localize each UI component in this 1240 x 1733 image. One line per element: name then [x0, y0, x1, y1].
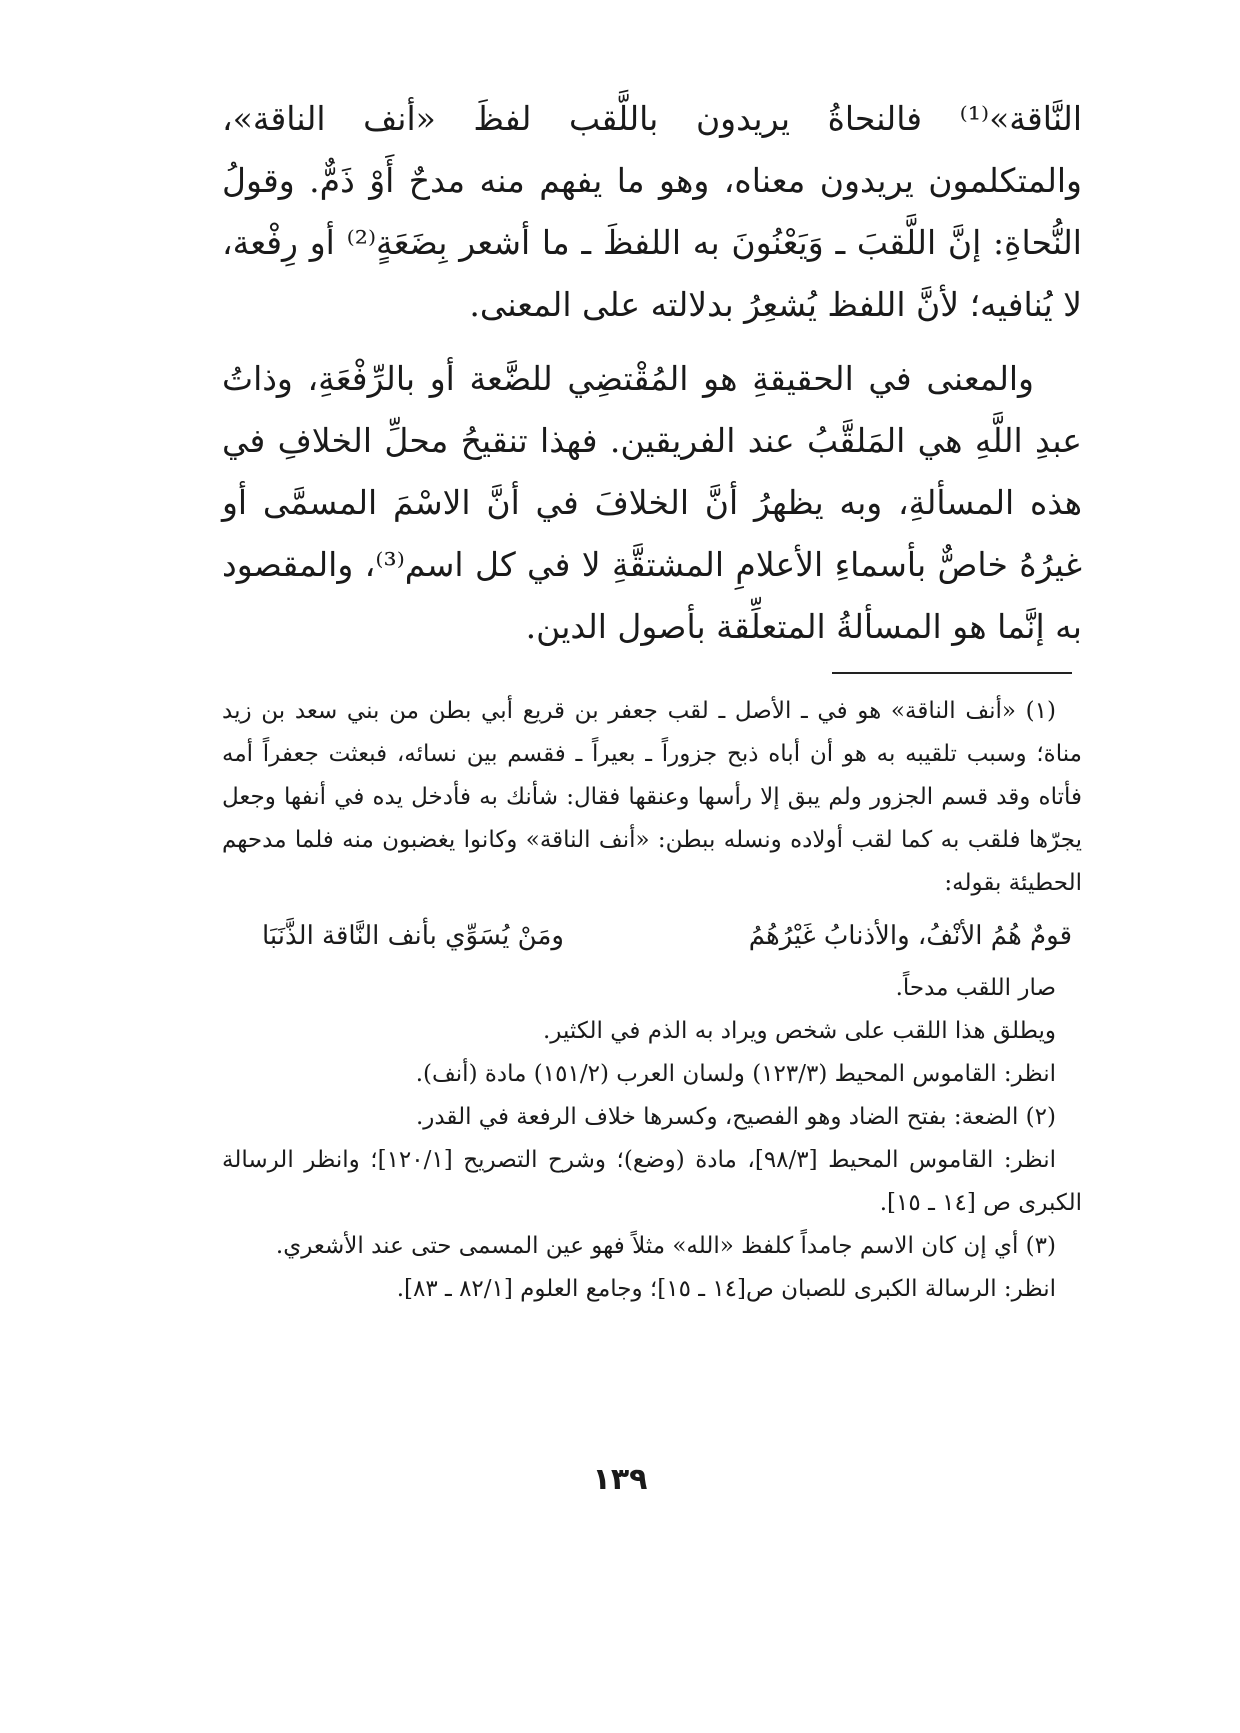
- footnote-1-usage: ويطلق هذا اللقب على شخص ويراد به الذم في الكثير.: [542, 1018, 1056, 1044]
- footnote-1-after-verse: صار اللقب مدحاً.: [895, 975, 1056, 1001]
- footnote-3: (٣) أي إن كان الاسم جامداً كلفظ «الله» مثلاً فهو عين المسمى حتى عند الأشعري.: [275, 1233, 1056, 1259]
- poetry-verse: [222, 905, 1082, 967]
- footnote-separator: [832, 672, 1072, 674]
- verse-first-hemistich: قومٌ هُمُ الأنْفُ، والأذنابُ غَيْرُهُمُ: [748, 921, 1072, 951]
- footnote-3-reference: انظر: الرسالة الكبرى للصبان ص[١٤ ـ ١٥]؛ وجامع العلوم [٨٢/١ ـ ٨٣].: [396, 1276, 1056, 1302]
- footnote-2-reference: انظر: القاموس المحيط [٩٨/٣]، مادة (وضع)؛ وشرح التصريح [١٢٠/١]؛ وانظر الرسالة الكبرى ص [١٤ ـ ١٥].: [222, 1147, 1082, 1216]
- footnote-1: (١) «أنف الناقة» هو في ـ الأصل ـ لقب جعفر بن قريع أبي بطن من بني سعد بن زيد مناة؛ وسبب تلقيبه به هو أن أباه ذبح جزوراً ـ بعيراً ـ فقسم بين نسائه، فبعثت جعفراً أمه فأتاه وقد قسم الجزور ولم يبق إلا رأسها وعنقها فقال: شأنك به فأدخل يده في أنفها وجعل يجرّها فلقب به كما لقب أولاده ونسله ببطن: «أنف الناقة» وكانوا يغضبون منه فلما مدحهم الحطيئة بقوله:: [222, 698, 1082, 896]
- verse-second-hemistich: ومَنْ يُسَوِّي بأنف النَّاقة الذَّنَبَا: [262, 921, 564, 951]
- main-paragraph-1: النَّاقة»⁽¹⁾ فالنحاةُ يريدون باللَّقب لفظَ «أنف الناقة»، والمتكلمون يريدون معناه، وهو ما يفهم منه مدحٌ أَوْ ذَمٌّ. وقولُ النُّحاةِ: إنَّ اللَّقبَ ـ وَيَعْنُونَ به اللفظَ ـ ما أشعر بِضَعَةٍ⁽²⁾ أو رِفْعة، لا يُنافيه؛ لأنَّ اللفظ يُشعِرُ بدلالته على المعنى.: [222, 99, 1082, 324]
- main-paragraph-2: والمعنى في الحقيقةِ هو المُقْتضِي للضَّعة أو بالرِّفْعَةِ، وذاتُ عبدِ اللَّهِ هي المَلقَّبُ عند الفريقين. فهذا تنقيحُ محلِّ الخلافِ في هذه المسألةِ، وبه يظهرُ أنَّ الخلافَ في أنَّ الاسْمَ المسمَّى أو غيرُهُ خاصٌّ بأسماءِ الأعلامِ المشتقَّةِ لا في كل اسم⁽³⁾، والمقصود به إنَّما هو المسألةُ المتعلِّقة بأصول الدين.: [222, 359, 1082, 646]
- footnotes: [222, 690, 1082, 1311]
- main-text: [222, 88, 1082, 658]
- footnote-1-reference: انظر: القاموس المحيط (١٢٣/٣) ولسان العرب (١٥١/٢) مادة (أنف).: [415, 1061, 1056, 1087]
- page-number: ١٣٩: [592, 1462, 648, 1497]
- footnote-2: (٢) الضعة: بفتح الضاد وهو الفصيح، وكسرها خلاف الرفعة في القدر.: [415, 1104, 1056, 1130]
